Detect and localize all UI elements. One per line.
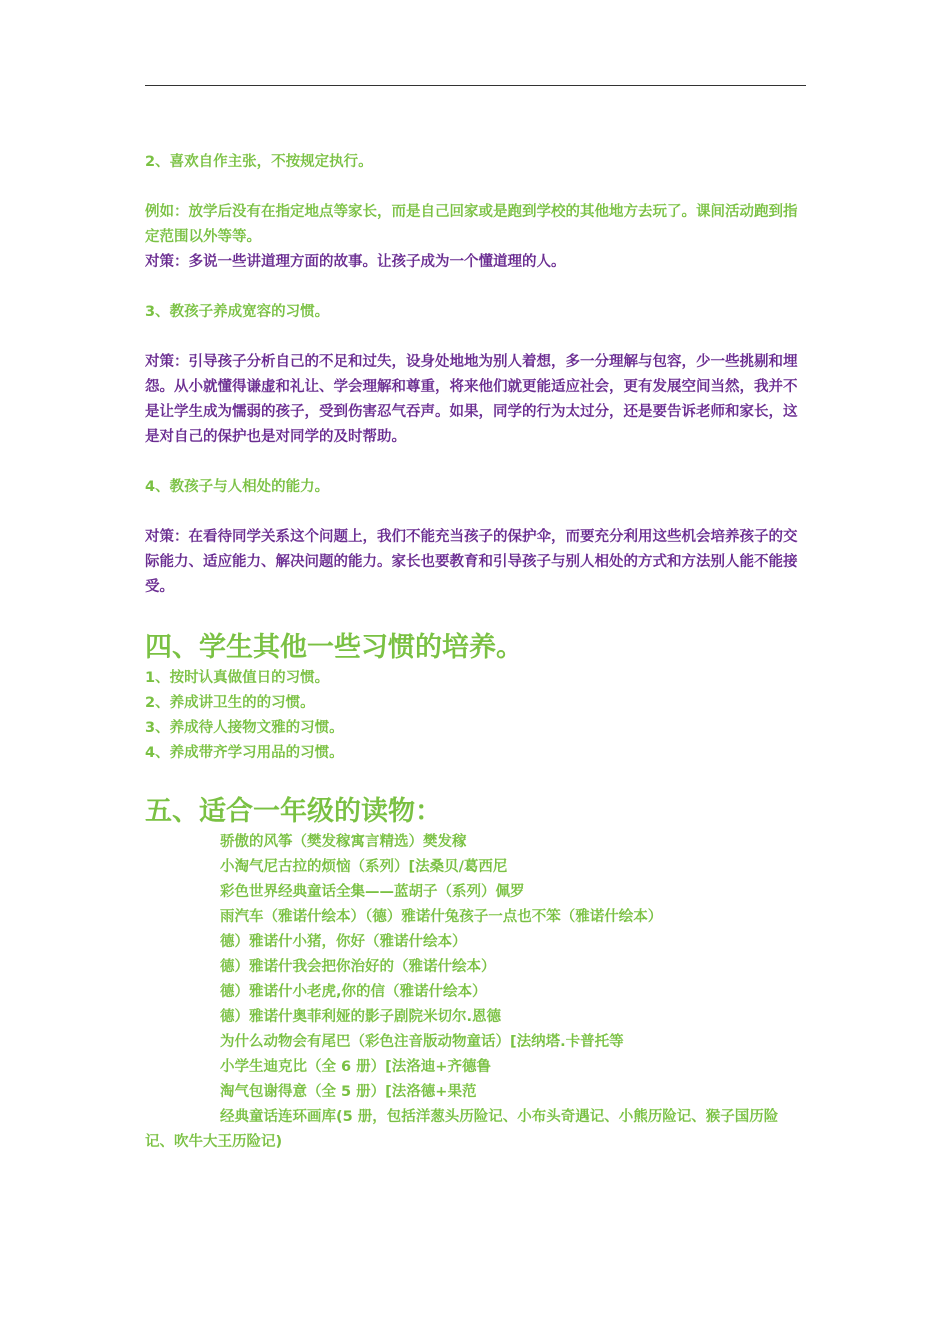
- item-heading-4: 4、教孩子与人相处的能力。: [145, 479, 330, 495]
- header-rule: [145, 85, 806, 86]
- section-4-title: 四、学生其他一些习惯的培养。: [145, 632, 523, 663]
- book-item-last: 经典童话连环画库(5 册，包括洋葱头历险记、小布头奇遇记、小熊历险记、猴子国历险记、吹牛大王历险记): [145, 1109, 779, 1150]
- book-item: 彩色世界经典童话全集——蓝胡子（系列）佩罗: [220, 884, 525, 900]
- habit-item: 4、养成带齐学习用品的习惯。: [145, 745, 344, 761]
- habit-item: 2、养成讲卫生的的习惯。: [145, 695, 315, 711]
- habit-item: 1、按时认真做值日的习惯。: [145, 670, 330, 686]
- book-item: 德）雅诺什奥菲利娅的影子剧院米切尔.恩德: [220, 1009, 502, 1025]
- example-paragraph: 例如：放学后没有在指定地点等家长，而是自己回家或是跑到学校的其他地方去玩了。课间活动跑到指定范围以外等等。: [145, 204, 798, 245]
- strategy-paragraph-3: 对策：在看待同学关系这个问题上，我们不能充当孩子的保护伞，而要充分利用这些机会培养孩子的交际能力、适应能力、解决问题的能力。家长也要教育和引导孩子与别人相处的方式和方法别人能不能接受。: [145, 529, 798, 595]
- book-item: 小学生迪克比（全 6 册）[法洛迪+齐德鲁: [220, 1059, 491, 1075]
- item-heading-3: 3、教孩子养成宽容的习惯。: [145, 304, 330, 320]
- strategy-paragraph-2: 对策：引导孩子分析自己的不足和过失，设身处地地为别人着想，多一分理解与包容，少一些挑剔和埋怨。从小就懂得谦虚和礼让、学会理解和尊重，将来他们就更能适应社会，更有发展空间当然，我并不是让学生成为懦弱的孩子，受到伤害忍气吞声。如果，同学的行为太过分，还是要告诉老师和家长，这是对自己的保护也是对同学的及时帮助。: [145, 354, 798, 445]
- book-item: 小淘气尼古拉的烦恼（系列）[法桑贝/葛西尼: [220, 859, 508, 875]
- book-item: 雨汽车（雅诺什绘本）（德）雅诺什兔孩子一点也不笨（雅诺什绘本）: [220, 909, 663, 925]
- item-heading-2: 2、喜欢自作主张，不按规定执行。: [145, 154, 373, 170]
- document-body: [145, 150, 807, 1155]
- book-item: 德）雅诺什小老虎,你的信（雅诺什绘本）: [220, 984, 487, 1000]
- book-item: 骄傲的风筝（樊发稼寓言精选）樊发稼: [220, 834, 467, 850]
- book-item: 为什么动物会有尾巴（彩色注音版动物童话）[法纳塔.卡普托等: [220, 1034, 624, 1050]
- book-item: 淘气包谢得意（全 5 册）[法洛德+果范: [220, 1084, 477, 1100]
- book-item: 德）雅诺什小猪，你好（雅诺什绘本）: [220, 934, 467, 950]
- section-5-title: 五、适合一年级的读物：: [145, 796, 442, 827]
- book-item: 德）雅诺什我会把你治好的（雅诺什绘本）: [220, 959, 496, 975]
- strategy-paragraph-1: 对策：多说一些讲道理方面的故事。让孩子成为一个懂道理的人。: [145, 254, 566, 270]
- habit-item: 3、养成待人接物文雅的习惯。: [145, 720, 344, 736]
